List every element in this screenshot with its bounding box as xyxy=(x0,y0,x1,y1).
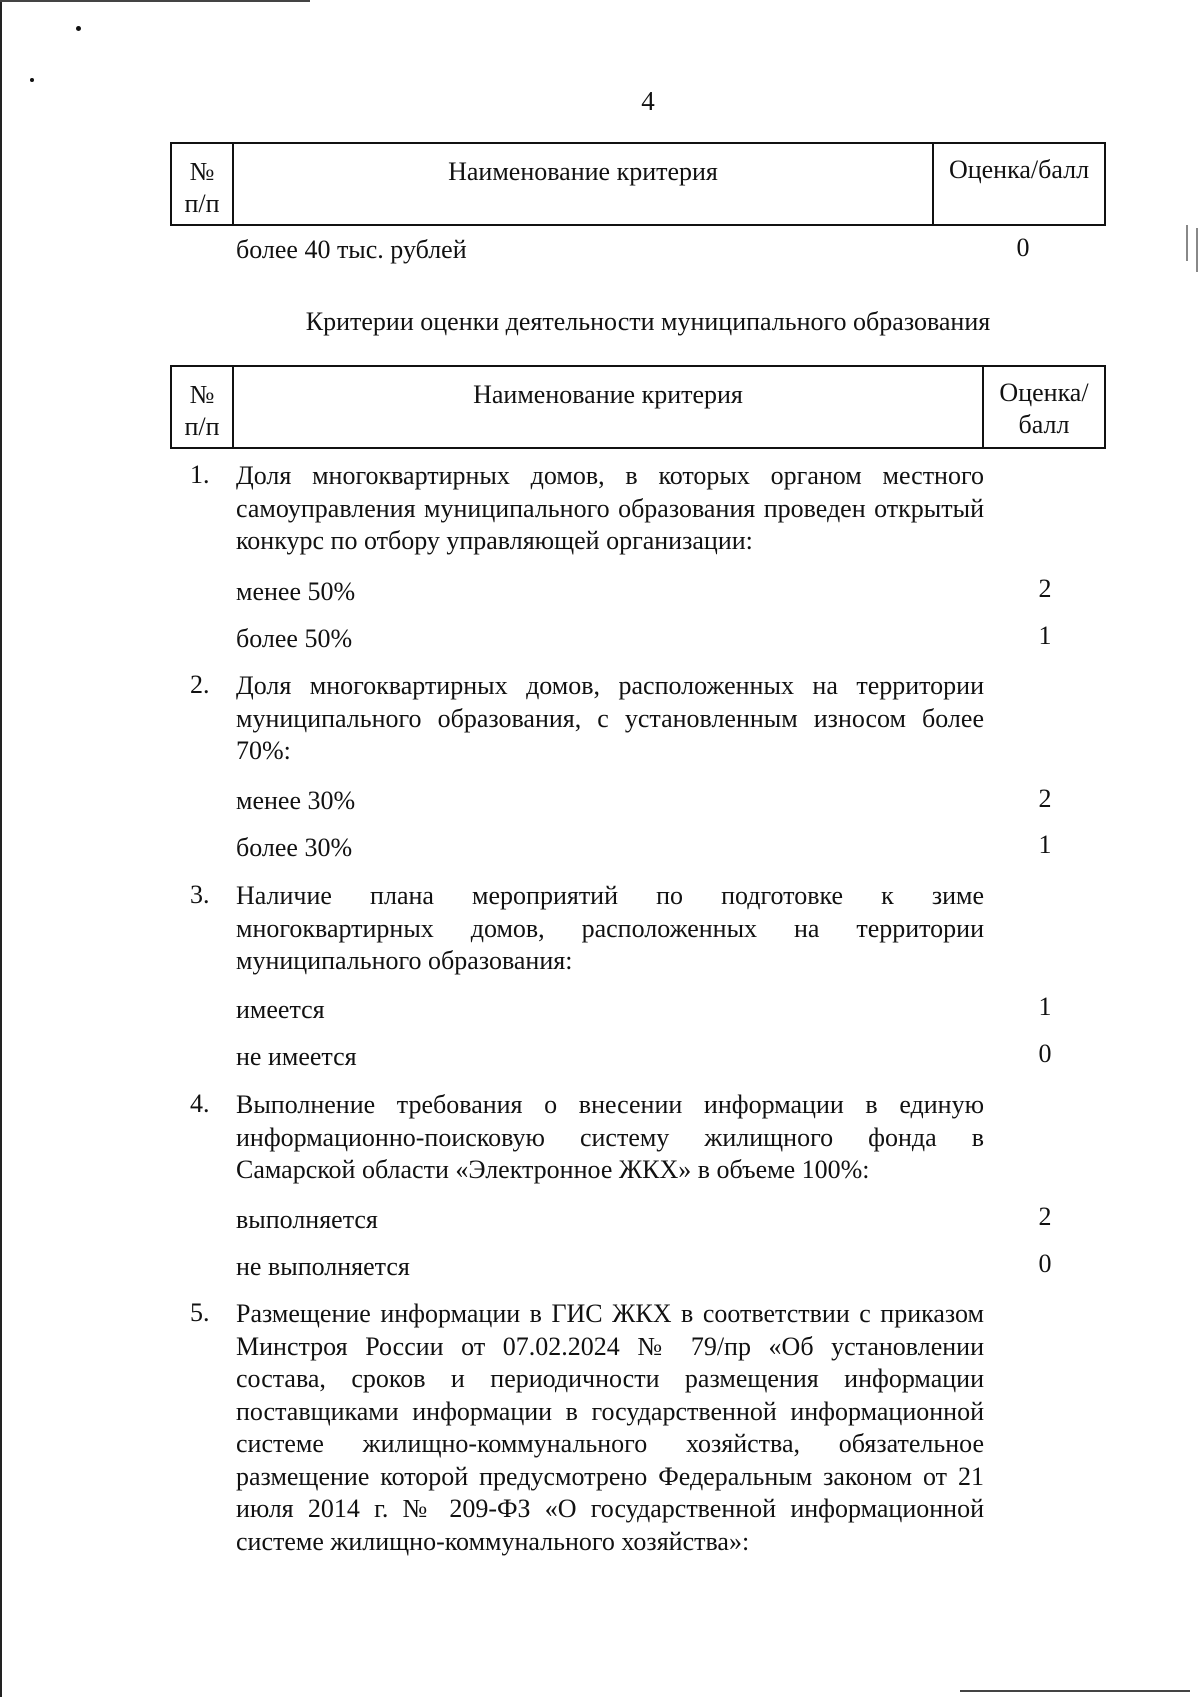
score-column-label-line1: Оценка/ xyxy=(999,378,1089,407)
criterion-text: Доля многоквартирных домов, расположенных на территории муниципального образования, с установленным износом более 70%: xyxy=(236,671,984,765)
scan-mark-right xyxy=(1196,228,1198,272)
number-abbrev: п/п xyxy=(184,412,220,441)
criterion-option-label: не имеется xyxy=(236,1042,357,1071)
name-column-header xyxy=(233,143,933,225)
score-column-label: Оценка/балл xyxy=(948,155,1090,184)
scan-edge-top xyxy=(0,0,310,2)
number-symbol: № xyxy=(189,157,215,186)
criterion-option-score: 1 xyxy=(1038,621,1052,650)
criteria-table-header xyxy=(170,365,1106,449)
criterion-option-label: более 50% xyxy=(236,624,353,653)
criterion-option-score: 1 xyxy=(1038,830,1052,859)
criterion-option-label: не выполняется xyxy=(236,1252,410,1281)
criterion-option-label: выполняется xyxy=(236,1205,378,1234)
criterion-option-score: 2 xyxy=(1038,1202,1052,1231)
criterion-option-score: 0 xyxy=(1038,1039,1052,1068)
criterion-number: 3. xyxy=(190,880,210,909)
criterion-text: Выполнение требования о внесении информации в единую информационно-поисковую систему жилищного фонда в Самарской области «Электронное ЖКХ» в объеме 100%: xyxy=(236,1090,984,1184)
carryover-label: более 40 тыс. рублей xyxy=(236,235,467,264)
criterion-text: Наличие плана мероприятий по подготовке к зиме многоквартирных домов, расположенных на территории муниципального образования: xyxy=(236,881,984,975)
scan-bottom-line xyxy=(960,1690,1190,1692)
criterion-option-label: имеется xyxy=(236,995,325,1024)
criterion-number: 5. xyxy=(190,1298,210,1327)
criteria-table-header-top xyxy=(170,142,1106,226)
criterion-number: 4. xyxy=(190,1089,210,1118)
scan-mark-right xyxy=(1186,225,1188,261)
page-number: 4 xyxy=(641,86,655,116)
score-column-label-line2: балл xyxy=(1018,410,1070,439)
section-title: Критерии оценки деятельности муниципального образования xyxy=(305,307,991,336)
score-column-header xyxy=(983,366,1105,448)
name-column-label: Наименование критерия xyxy=(473,380,743,409)
criterion-option-label: менее 50% xyxy=(236,577,356,606)
criterion-option-score: 2 xyxy=(1038,574,1052,603)
number-column-header xyxy=(171,366,233,448)
criterion-option-score: 2 xyxy=(1038,784,1052,813)
number-symbol: № xyxy=(189,380,215,409)
carryover-score: 0 xyxy=(1016,233,1030,262)
criterion-option-score: 1 xyxy=(1038,992,1052,1021)
criterion-option-label: более 30% xyxy=(236,833,353,862)
scan-speck xyxy=(30,78,34,82)
criterion-option-label: менее 30% xyxy=(236,786,356,815)
number-column-header xyxy=(171,143,233,225)
criterion-text: Доля многоквартирных домов, в которых органом местного самоуправления муниципального образования проведен открытый конкурс по отбору управляющей организации: xyxy=(236,461,984,555)
name-column-header xyxy=(233,366,983,448)
number-abbrev: п/п xyxy=(184,189,220,218)
scan-edge-left xyxy=(0,0,2,1697)
scan-speck xyxy=(76,26,81,31)
score-column-header xyxy=(933,143,1105,225)
name-column-label: Наименование критерия xyxy=(448,157,718,186)
criterion-number: 2. xyxy=(190,670,210,699)
criterion-option-score: 0 xyxy=(1038,1249,1052,1278)
criterion-text: Размещение информации в ГИС ЖКХ в соответствии с приказом Минстроя России от 07.02.2024 № 79/пр «Об установлении состава, сроков и периодичности размещения информации поставщиками информации в государственной информационной системе жилищно-коммунального хозяйства, обязательное размещение которой предусмотрено Федеральным законом от 21 июля 2014 г. № 209-ФЗ «О государственной информационной системе жилищно-коммунального хозяйства»: xyxy=(236,1299,984,1556)
criterion-number: 1. xyxy=(190,460,210,489)
